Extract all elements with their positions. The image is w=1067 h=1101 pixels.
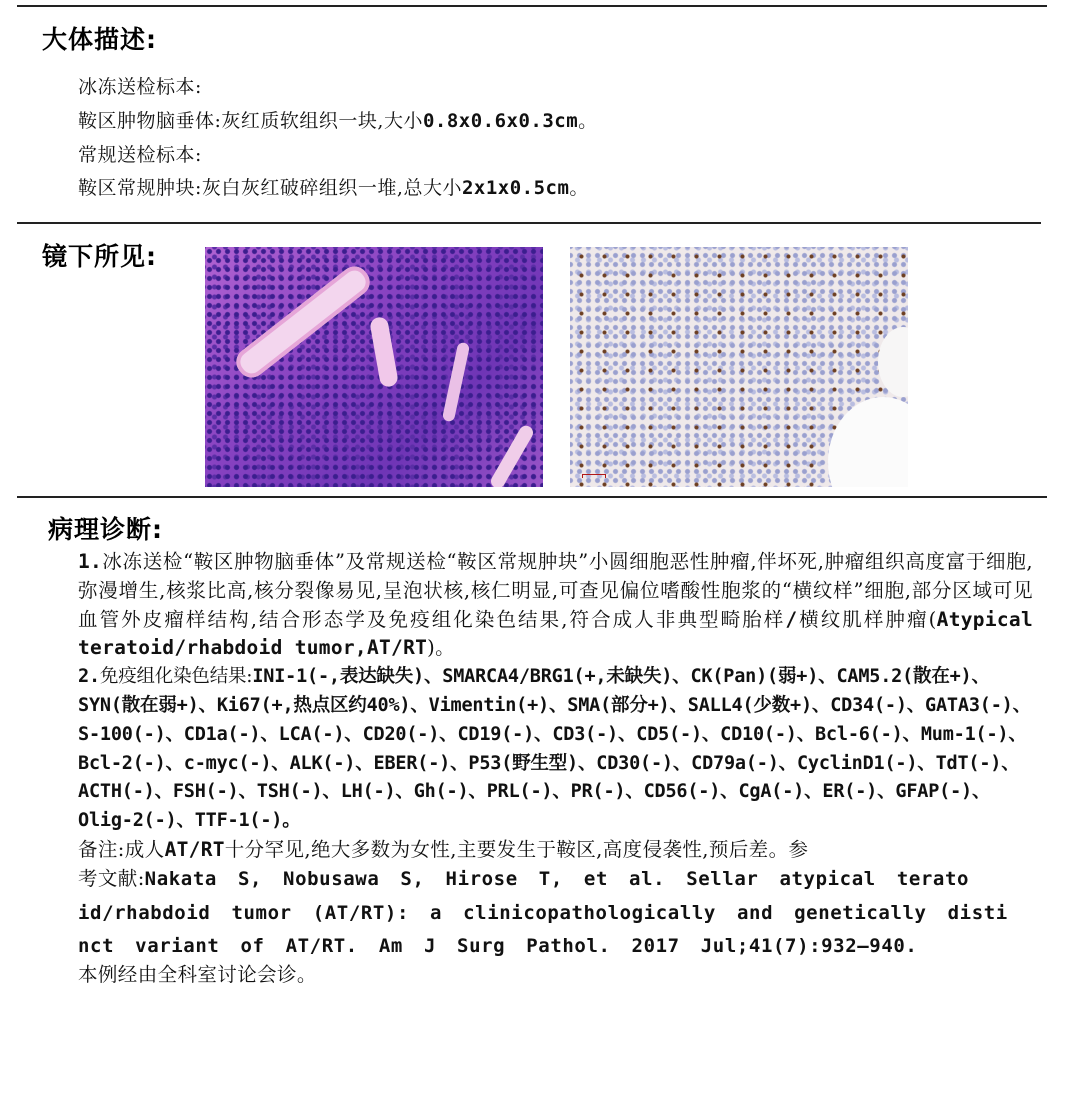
frozen-period: 。 xyxy=(578,110,598,132)
gross-rule xyxy=(17,222,1041,224)
p1-text2: 横纹肌样肿瘤( xyxy=(797,607,937,631)
blood-vessel xyxy=(231,261,376,383)
routine-label xyxy=(78,140,202,167)
diagnosis-paragraph-2 xyxy=(78,663,1033,836)
p1-number: 1. xyxy=(78,550,103,573)
frozen-label xyxy=(78,72,202,99)
frozen-label-text: 冰冻送检标本: xyxy=(78,76,202,98)
diagnosis-body xyxy=(78,548,1033,990)
p2-number: 2. xyxy=(78,666,100,688)
frozen-desc: 鞍区肿物脑垂体:灰红质软组织一块,大小 xyxy=(78,110,423,132)
p2-lead: 免疫组化染色结果: xyxy=(99,666,253,688)
blood-vessel xyxy=(488,423,535,487)
p1-end: )。 xyxy=(427,636,456,660)
routine-desc-line xyxy=(78,173,589,200)
note-b: AT/RT xyxy=(164,837,225,861)
reference-line-2: id/rhabdoid tumor (AT/RT): a clinicopathologically and genetically disti xyxy=(78,901,1008,924)
ihc-stain-image xyxy=(570,247,908,487)
gross-heading: 大体描述: xyxy=(42,25,157,54)
p1-slash: / xyxy=(785,607,798,631)
note-line xyxy=(78,836,1033,865)
diagnosis-heading: 病理诊断: xyxy=(48,515,163,544)
routine-period: 。 xyxy=(569,177,589,199)
routine-size: 2x1x0.5cm xyxy=(461,177,570,199)
top-rule xyxy=(17,5,1047,7)
ref-text-1: Nakata S, Nobusawa S, Hirose T, et al. Sellar atypical terato xyxy=(144,867,970,890)
clear-space xyxy=(828,397,908,487)
frozen-desc-line xyxy=(78,106,598,133)
p1-english-name: Atypical teratoid/rhabdoid tumor,AT/RT xyxy=(78,607,1033,660)
diagnosis-paragraph-1 xyxy=(78,548,1033,663)
scale-bar xyxy=(582,474,606,478)
he-stain-image xyxy=(205,247,543,487)
blood-vessel xyxy=(369,316,399,388)
note-c: 十分罕见,绝大多数为女性,主要发生于鞍区,高度侵袭性,预后差。参 xyxy=(224,837,809,861)
frozen-size: 0.8x0.6x0.3cm xyxy=(422,110,579,132)
note-a: 备注:成人 xyxy=(78,837,165,861)
p2-markers: INI-1(-,表达缺失)、SMARCA4/BRG1(+,未缺失)、CK(Pan)(弱+)、CAM5.2(散在+)、SYN(散在弱+)、Ki67(+,热点区约40%)、Vimentin(+)、SMA(部分+)、SALL4(少数+)、CD34(-)、GATA3(-)、S-100(-)、CD1a(-)、LCA(-)、CD20(-)、CD19(-)、CD3(-)、CD5(-)、CD10(-)、Bcl-6(-)、Mum-1(-)、Bcl-2(-)、c-myc(-)、ALK(-)、EBER(-)、P53(野生型)、CD30(-)、CD79a(-)、CyclinD1(-)、TdT(-)、ACTH(-)、FSH(-)、TSH(-)、LH(-)、Gh(-)、PRL(-)、PR(-)、CD56(-)、CgA(-)、ER(-)、GFAP(-)、Olig-2(-)、TTF-1(-)。 xyxy=(78,666,1031,832)
clear-space xyxy=(878,327,908,397)
micro-rule xyxy=(17,496,1047,498)
ref-label: 考文献: xyxy=(78,866,145,890)
routine-label-text: 常规送检标本: xyxy=(78,144,202,166)
reference-line-1 xyxy=(78,865,1033,894)
final-note: 本例经由全科室讨论会诊。 xyxy=(78,963,317,987)
p1-text: 冰冻送检“鞍区肿物脑垂体”及常规送检“鞍区常规肿块”小圆细胞恶性肿瘤,伴坏死,肿瘤组织高度富于细胞,弥漫增生,核浆比高,核分裂像易见,呈泡状核,核仁明显,可查见偏位嗜酸性胞浆的“横纹样”细胞,部分区域可见血管外皮瘤样结构,结合形态学及免疫组化染色结果,符合成人非典型畸胎样 xyxy=(78,550,1033,631)
microscopy-heading: 镜下所见: xyxy=(42,242,157,271)
reference-line-3: nct variant of AT/RT. Am J Surg Pathol. 2017 Jul;41(7):932–940. xyxy=(78,935,918,958)
routine-desc: 鞍区常规肿块:灰白灰红破碎组织一堆,总大小 xyxy=(78,177,462,199)
blood-vessel xyxy=(442,342,470,423)
